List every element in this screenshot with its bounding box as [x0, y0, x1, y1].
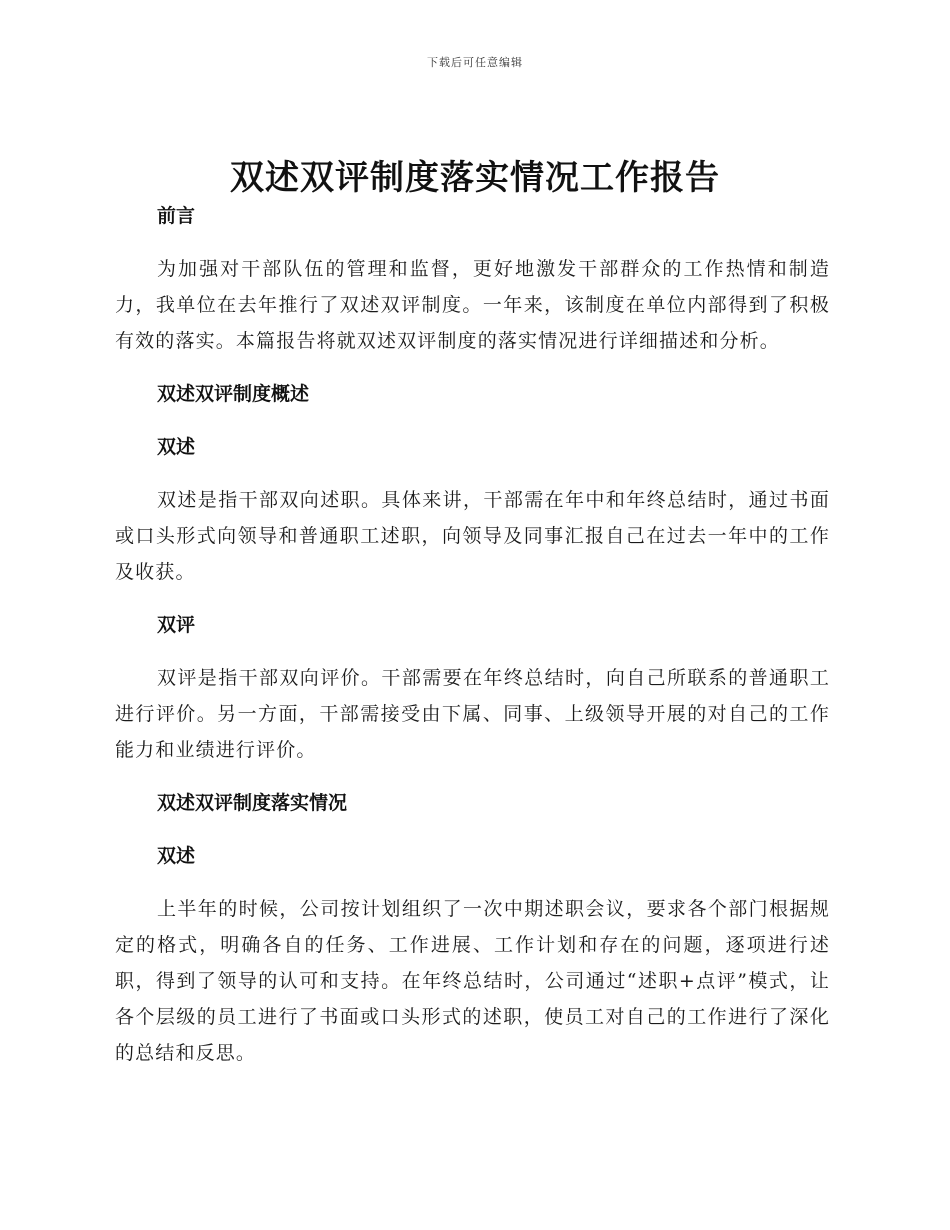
preface-heading: 前言	[157, 205, 196, 227]
shuangping-paragraph: 双评是指干部双向评价。干部需要在年终总结时，向自己所联系的普通职工进行评价。另一方面，干部需接受由下属、同事、上级领导开展的对自己的工作能力和业绩进行评价。	[115, 667, 830, 761]
impl-shuangshu-heading: 双述	[157, 845, 196, 867]
document-title: 双述双评制度落实情况工作报告	[230, 158, 720, 198]
overview-heading: 双述双评制度概述	[157, 383, 310, 405]
page-header: 下载后可任意编辑	[427, 56, 523, 69]
shuangshu-paragraph: 双述是指干部双向述职。具体来讲，干部需在年中和年终总结时，通过书面或口头形式向领导和普通职工述职，向领导及同事汇报自己在过去一年中的工作及收获。	[115, 489, 830, 583]
implementation-heading: 双述双评制度落实情况	[157, 792, 348, 814]
impl-shuangshu-paragraph: 上半年的时候，公司按计划组织了一次中期述职会议，要求各个部门根据规定的格式，明确各自的任务、工作进展、工作计划和存在的问题，逐项进行述职，得到了领导的认可和支持。在年终总结时，公司通过“述职+点评”模式，让各个层级的员工进行了书面或口头形式的述职，使员工对自己的工作进行了深化的总结和反思。	[115, 898, 830, 1064]
preface-paragraph: 为加强对干部队伍的管理和监督，更好地激发干部群众的工作热情和制造力，我单位在去年推行了双述双评制度。一年来，该制度在单位内部得到了积极有效的落实。本篇报告将就双述双评制度的落实情况进行详细描述和分析。	[115, 258, 830, 352]
shuangshu-heading: 双述	[157, 436, 196, 458]
document-body	[115, 198, 830, 1088]
shuangping-heading: 双评	[157, 614, 196, 636]
